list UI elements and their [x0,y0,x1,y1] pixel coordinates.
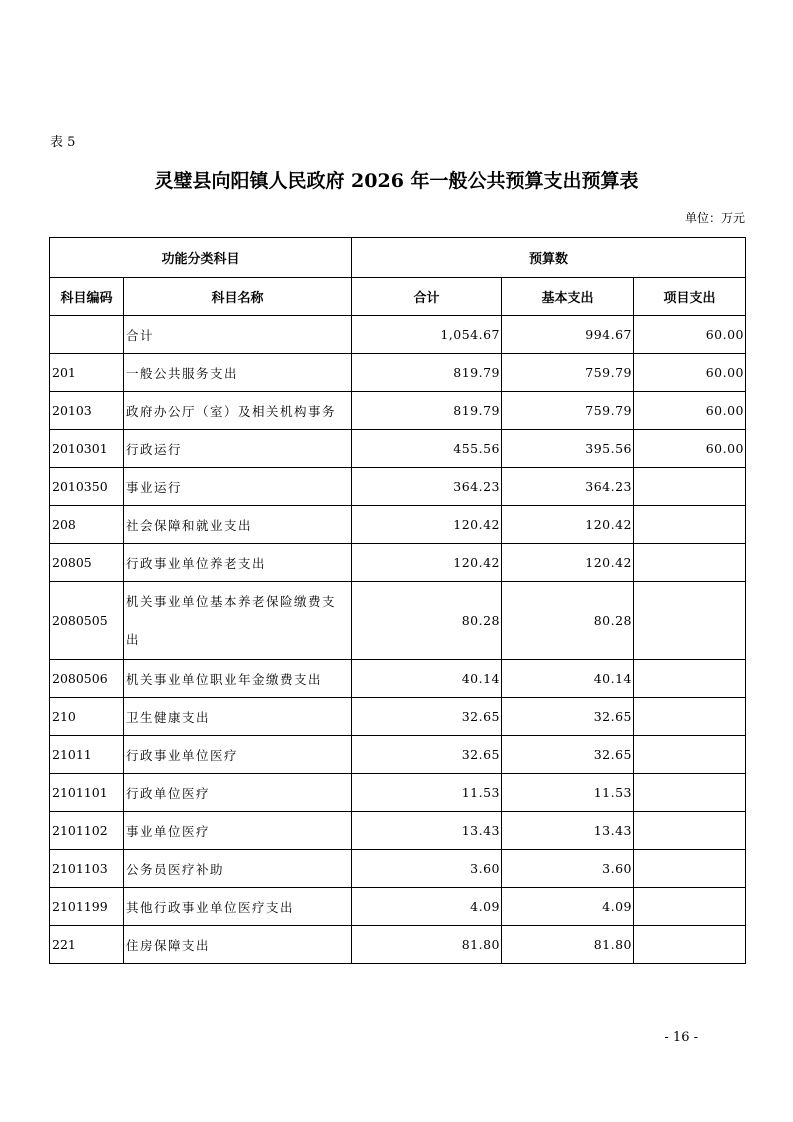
header-column-row [50,278,746,316]
cell-subject-name: 住房保障支出 [124,926,352,964]
cell-project-expenditure [634,582,746,660]
cell-project-expenditure: 60.00 [634,316,746,354]
header-subject-code: 科目编码 [50,278,124,316]
table-label: 表 5 [50,135,76,150]
cell-subject-name: 事业单位医疗 [124,812,352,850]
cell-basic-expenditure: 80.28 [502,582,634,660]
cell-subject-code: 2010301 [50,430,124,468]
cell-basic-expenditure: 120.42 [502,544,634,582]
cell-basic-expenditure: 4.09 [502,888,634,926]
header-group-row [50,238,746,278]
cell-project-expenditure [634,926,746,964]
table-row [50,354,746,392]
cell-total: 819.79 [352,392,502,430]
cell-subject-name: 其他行政事业单位医疗支出 [124,888,352,926]
cell-basic-expenditure: 32.65 [502,736,634,774]
cell-subject-code: 2101102 [50,812,124,850]
cell-basic-expenditure: 81.80 [502,926,634,964]
table-row [50,544,746,582]
cell-basic-expenditure: 13.43 [502,812,634,850]
header-total: 合计 [352,278,502,316]
cell-subject-code: 221 [50,926,124,964]
cell-project-expenditure [634,812,746,850]
table-row [50,774,746,812]
cell-total: 120.42 [352,544,502,582]
cell-basic-expenditure: 364.23 [502,468,634,506]
table-row [50,736,746,774]
page-number: - 16 - [664,1030,698,1045]
cell-basic-expenditure: 40.14 [502,660,634,698]
cell-project-expenditure [634,660,746,698]
cell-project-expenditure: 60.00 [634,392,746,430]
cell-project-expenditure [634,850,746,888]
cell-project-expenditure: 60.00 [634,430,746,468]
cell-basic-expenditure: 395.56 [502,430,634,468]
cell-total: 32.65 [352,736,502,774]
cell-total: 1,054.67 [352,316,502,354]
cell-subject-code: 2080506 [50,660,124,698]
cell-subject-name: 事业运行 [124,468,352,506]
cell-basic-expenditure: 11.53 [502,774,634,812]
cell-subject-code: 2080505 [50,582,124,660]
cell-project-expenditure [634,506,746,544]
cell-subject-name: 机关事业单位职业年金缴费支出 [124,660,352,698]
cell-subject-code: 2101101 [50,774,124,812]
cell-total: 13.43 [352,812,502,850]
table-row [50,468,746,506]
cell-project-expenditure [634,468,746,506]
cell-project-expenditure [634,698,746,736]
unit-label: 单位：万元 [684,211,745,225]
cell-project-expenditure [634,774,746,812]
header-basic-expenditure: 基本支出 [502,278,634,316]
cell-project-expenditure [634,544,746,582]
cell-subject-name: 行政事业单位医疗 [124,736,352,774]
header-function-classification: 功能分类科目 [50,238,352,278]
cell-subject-name: 社会保障和就业支出 [124,506,352,544]
cell-subject-name: 机关事业单位基本养老保险缴费支出 [124,582,352,660]
cell-subject-code: 210 [50,698,124,736]
cell-subject-code [50,316,124,354]
cell-project-expenditure: 60.00 [634,354,746,392]
cell-project-expenditure [634,888,746,926]
cell-total: 819.79 [352,354,502,392]
header-subject-name: 科目名称 [124,278,352,316]
page-title: 灵璧县向阳镇人民政府 2026 年一般公共预算支出预算表 [154,170,639,192]
table-row [50,660,746,698]
cell-basic-expenditure: 994.67 [502,316,634,354]
cell-basic-expenditure: 120.42 [502,506,634,544]
table-row [50,698,746,736]
cell-subject-code: 208 [50,506,124,544]
table-row [50,506,746,544]
cell-project-expenditure [634,736,746,774]
cell-subject-code: 201 [50,354,124,392]
cell-total: 11.53 [352,774,502,812]
cell-subject-name: 行政单位医疗 [124,774,352,812]
table-row [50,926,746,964]
cell-subject-code: 2101103 [50,850,124,888]
cell-basic-expenditure: 32.65 [502,698,634,736]
cell-total: 364.23 [352,468,502,506]
cell-total: 120.42 [352,506,502,544]
table-body [50,316,746,964]
table-row [50,430,746,468]
cell-total: 4.09 [352,888,502,926]
cell-total: 3.60 [352,850,502,888]
cell-subject-code: 20103 [50,392,124,430]
cell-subject-name: 政府办公厅（室）及相关机构事务 [124,392,352,430]
table-row [50,850,746,888]
cell-total: 81.80 [352,926,502,964]
cell-subject-name: 行政事业单位养老支出 [124,544,352,582]
table-row [50,316,746,354]
table-row [50,582,746,660]
cell-subject-name: 卫生健康支出 [124,698,352,736]
cell-basic-expenditure: 3.60 [502,850,634,888]
cell-subject-name: 合计 [124,316,352,354]
header-project-expenditure: 项目支出 [634,278,746,316]
cell-subject-code: 21011 [50,736,124,774]
cell-total: 32.65 [352,698,502,736]
cell-subject-name: 公务员医疗补助 [124,850,352,888]
cell-subject-code: 2010350 [50,468,124,506]
table-row [50,888,746,926]
header-budget-amount: 预算数 [352,238,746,278]
cell-basic-expenditure: 759.79 [502,354,634,392]
cell-subject-name: 行政运行 [124,430,352,468]
cell-subject-code: 20805 [50,544,124,582]
budget-table [49,237,746,964]
cell-total: 455.56 [352,430,502,468]
table-row [50,392,746,430]
table-row [50,812,746,850]
cell-subject-code: 2101199 [50,888,124,926]
cell-total: 80.28 [352,582,502,660]
cell-subject-name: 一般公共服务支出 [124,354,352,392]
cell-total: 40.14 [352,660,502,698]
cell-basic-expenditure: 759.79 [502,392,634,430]
